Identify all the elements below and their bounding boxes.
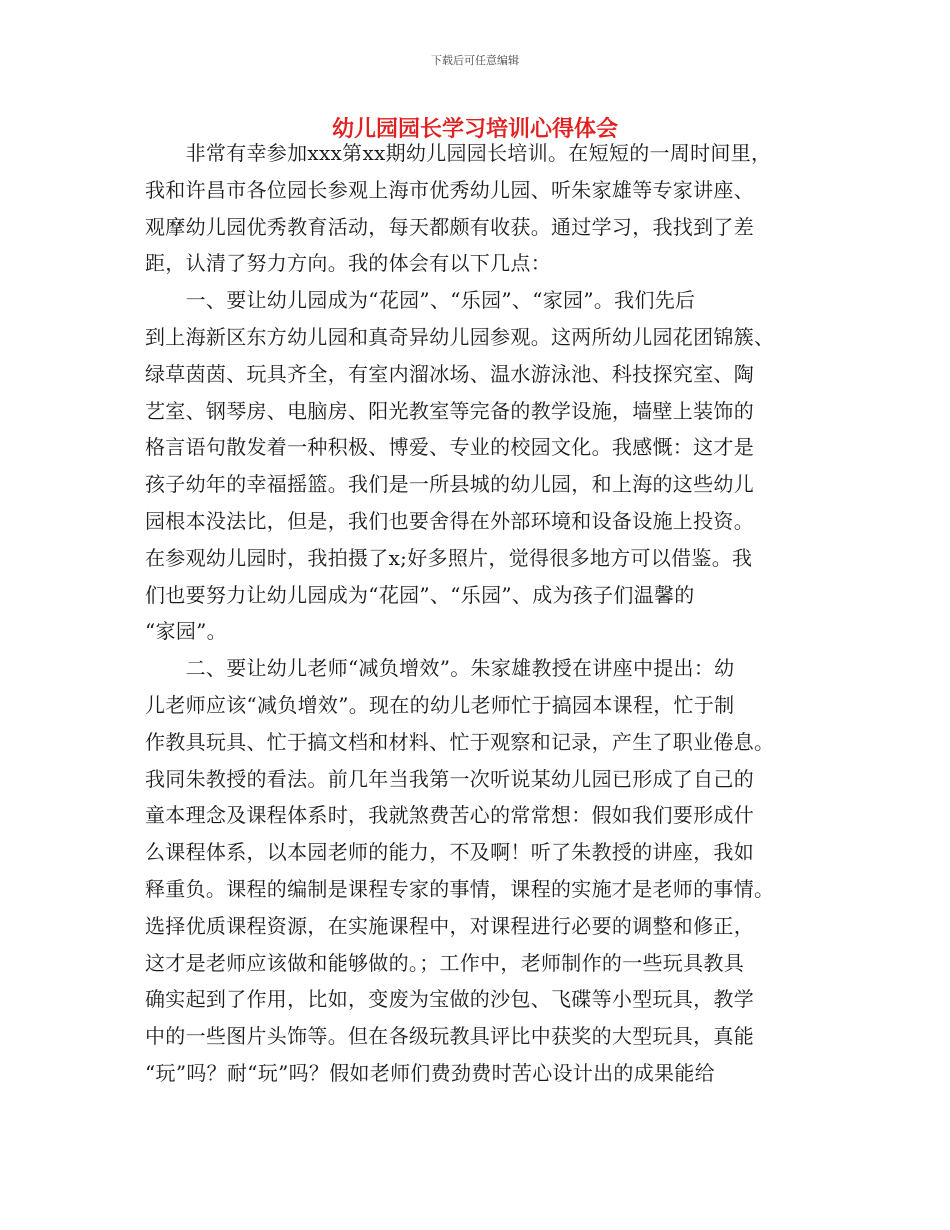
text-line: 格言语句散发着一种积极、博爱、专业的校园文化。我感慨：这才是 xyxy=(145,435,754,460)
text-line: 这才是老师应该做和能够做的。；工作中，老师制作的一些玩具教具 xyxy=(145,950,744,975)
text-line: 我和许昌市各位园长参观上海市优秀幼儿园、听朱家雄等专家讲座、 xyxy=(145,177,754,202)
text-line: 非常有幸参加xxx第xx期幼儿园园长培训。在短短的一周时间里， xyxy=(145,141,772,165)
text-line: 二、要让幼儿老师“减负增效”。朱家雄教授在讲座中提出：幼 xyxy=(145,656,735,681)
text-line: 作教具玩具、忙于搞文档和材料、忙于观察和记录，产生了职业倦息。 xyxy=(145,729,775,754)
text-line: 童本理念及课程体系时，我就煞费苦心的常常想：假如我们要形成什 xyxy=(145,803,754,828)
text-line: 中的一些图片头饰等。但在各级玩教具评比中获奖的大型玩具，真能 xyxy=(145,1024,754,1049)
text-line: 绿草茵茵、玩具齐全，有室内溜冰场、温水游泳池、科技探究室、陶 xyxy=(145,361,754,386)
text-line: 在参观幼儿园时，我拍摄了x;好多照片，觉得很多地方可以借鉴。我 xyxy=(145,545,753,570)
text-line: 观摩幼儿园优秀教育活动，每天都颇有收获。通过学习，我找到了差 xyxy=(145,214,754,239)
text-line: “家园”。 xyxy=(145,619,227,644)
text-line: 儿老师应该“减负增效”。现在的幼儿老师忙于搞园本课程，忙于制 xyxy=(145,693,735,717)
text-line: 选择优质课程资源，在实施课程中，对课程进行必要的调整和修正， xyxy=(145,913,754,938)
text-line: 园根本没法比，但是，我们也要舍得在外部环境和设备设施上投资。 xyxy=(145,509,754,533)
text-line: 艺室、钢琴房、电脑房、阳光教室等完备的教学设施，墙壁上装饰的 xyxy=(145,398,754,423)
text-line: 释重负。课程的编制是课程专家的事情，课程的实施才是老师的事情。 xyxy=(145,877,775,901)
text-line: 么课程体系，以本园老师的能力，不及啊！听了朱教授的讲座，我如 xyxy=(145,840,754,865)
page-header: 下载后可任意编辑 xyxy=(431,54,519,67)
text-line: 们也要努力让幼儿园成为“花园”、“乐园”、成为孩子们温馨的 xyxy=(145,582,695,607)
text-line: 确实起到了作用，比如，变废为宝做的沙包、飞碟等小型玩具，教学 xyxy=(145,987,754,1012)
text-line: 到上海新区东方幼儿园和真奇异幼儿园参观。这两所幼儿园花团锦簇、 xyxy=(145,325,775,349)
text-line: 我同朱教授的看法。前几年当我第一次听说某幼儿园已形成了自己的 xyxy=(145,766,754,791)
text-line: 距，认清了努力方向。我的体会有以下几点： xyxy=(145,251,551,276)
text-line: 一、要让幼儿园成为“花园”、“乐园”、“家园”。我们先后 xyxy=(145,288,696,313)
text-line: 孩子幼年的幸福摇篮。我们是一所县城的幼儿园，和上海的这些幼儿 xyxy=(145,472,754,497)
text-line: “玩”吗？耐“玩”吗？假如老师们费劲费时苦心设计出的成果能给 xyxy=(145,1061,715,1085)
document-title: 幼儿园园长学习培训心得体会 xyxy=(331,116,618,142)
